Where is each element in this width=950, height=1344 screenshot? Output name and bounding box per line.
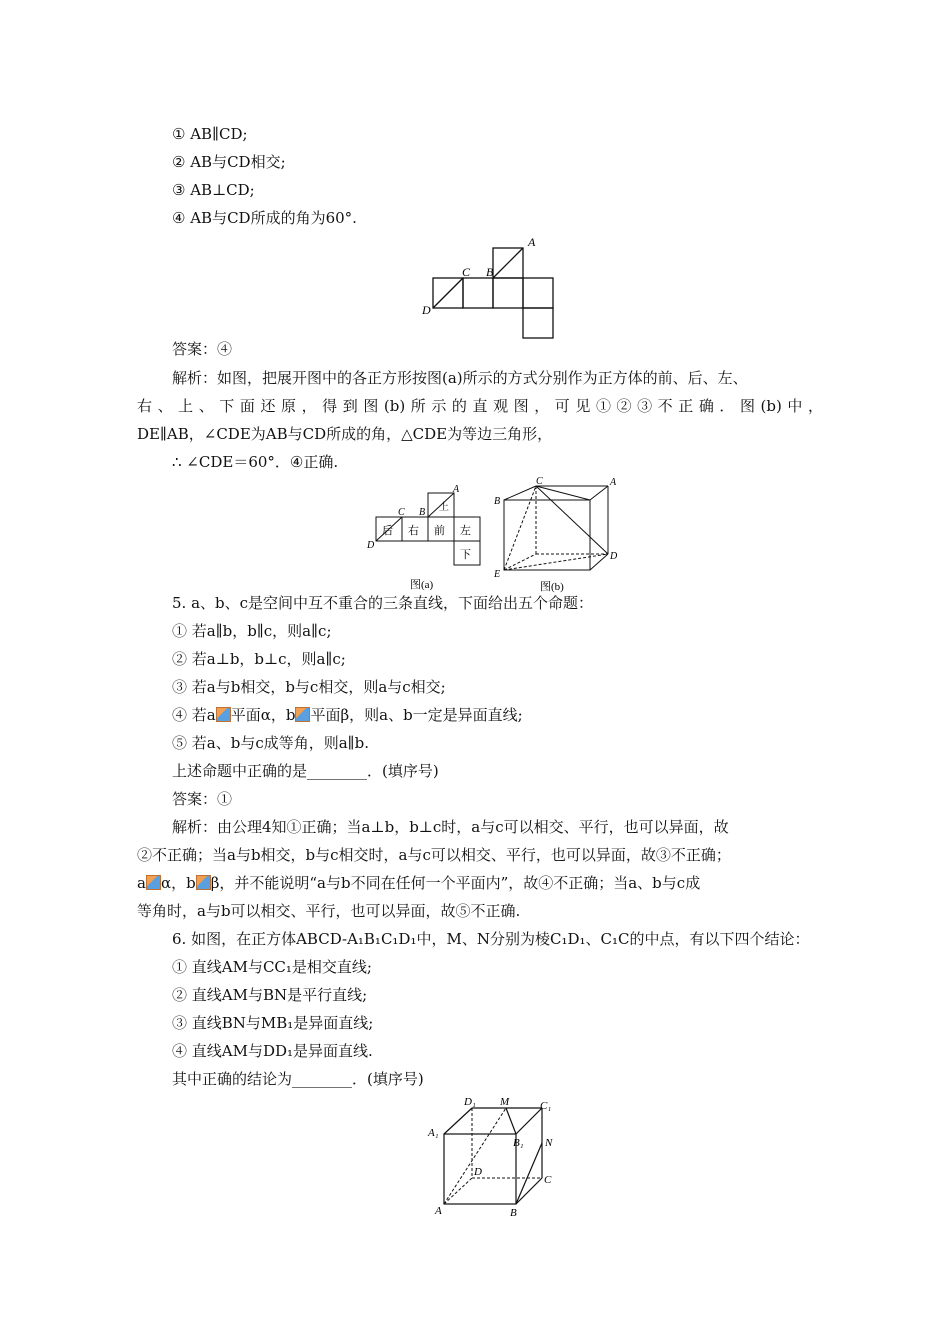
cube-label-D1: D₁: [464, 1096, 476, 1108]
q5-answer: 答案：①: [172, 790, 233, 808]
q4-analysis-line-2: 右、上、下面还原，得到图(b)所示的直观图，可见①②③不正确．图(b)中，: [137, 397, 823, 415]
cube-label-B1: B₁: [513, 1137, 524, 1149]
q5-analysis-line-2: ②不正确；当a与b相交，b与c相交时，a与c可以相交、平行，也可以异面，故③不正确；: [137, 846, 731, 864]
cube-label-A: A: [435, 1205, 442, 1217]
fig-a-label-A: A: [453, 484, 460, 495]
cube-figure: [424, 1092, 564, 1218]
figure-b: [486, 474, 626, 596]
q5-analysis-line-3: a α，b β，并不能说明“a与b不同在任何一个平面内”，故④不正确；当a、b与c成: [137, 874, 701, 892]
q4-answer: 答案：④: [172, 340, 233, 358]
fig-b-label-D: D: [610, 551, 618, 562]
q5-stem: 5. a、b、c是空间中互不重合的三条直线，下面给出五个命题：: [172, 594, 594, 612]
subset-symbol-image: [295, 707, 310, 722]
statement-3: ③ AB⊥CD;: [172, 181, 255, 199]
cube-label-M: M: [500, 1096, 510, 1108]
label-D: D: [422, 303, 431, 317]
figure-a: [364, 484, 484, 594]
q6-conclusion-3: ③ 直线BN与MB₁是异面直线;: [172, 1014, 374, 1032]
face-back: 后: [382, 525, 393, 537]
q6-fill-blank: 其中正确的结论为________．(填序号): [172, 1070, 424, 1088]
cube-label-C: C: [544, 1174, 552, 1186]
face-right: 右: [408, 525, 419, 537]
face-top: 上: [439, 502, 449, 513]
cube-net-figure: [418, 232, 568, 344]
face-front: 前: [434, 525, 445, 537]
fig-a-label-D: D: [367, 540, 375, 551]
subset-symbol-image: [146, 875, 161, 890]
fig-b-label-B: B: [494, 496, 501, 507]
statement-4: ④ AB与CD所成的角为60°.: [172, 209, 357, 227]
fig-a-caption: 图(a): [410, 579, 434, 591]
fig-a-label-B: B: [419, 507, 426, 518]
label-C: C: [462, 265, 471, 279]
subset-symbol-image: [216, 707, 231, 722]
q6-conclusion-1: ① 直线AM与CC₁是相交直线;: [172, 958, 372, 976]
fig-b-label-A: A: [610, 477, 617, 488]
q5-proposition-5: ⑤ 若a、b与c成等角，则a∥b.: [172, 734, 369, 752]
cube-label-D: D: [474, 1166, 482, 1178]
cube-label-N: N: [545, 1137, 553, 1149]
q5-analysis-line-1: 解析：由公理4知①正确；当a⊥b，b⊥c时，a与c可以相交、平行，也可以异面，故: [172, 818, 729, 836]
q5-proposition-4: ④ 若a 平面α，b 平面β，则a、b一定是异面直线;: [172, 706, 523, 724]
q4-analysis-line-3: DE∥AB，∠CDE为AB与CD所成的角，△CDE为等边三角形，: [137, 425, 553, 443]
q5-proposition-2: ② 若a⊥b，b⊥c，则a∥c;: [172, 650, 346, 668]
subset-symbol-image: [196, 875, 211, 890]
fig-b-label-E: E: [494, 569, 501, 580]
q4-analysis-line-4: ∴ ∠CDE＝60°．④正确.: [172, 453, 339, 471]
q5-fill-blank: 上述命题中正确的是________．(填序号): [172, 762, 439, 780]
fig-b-label-C: C: [536, 476, 543, 487]
cube-label-B: B: [510, 1207, 517, 1218]
q6-stem: 6. 如图，在正方体ABCD-A₁B₁C₁D₁中，M、N分别为棱C₁D₁、C₁C的中点，有以下四个结论：: [172, 930, 810, 948]
q5-proposition-3: ③ 若a与b相交，b与c相交，则a与c相交;: [172, 678, 446, 696]
q6-conclusion-2: ② 直线AM与BN是平行直线;: [172, 986, 368, 1004]
q4-analysis-line-1: 解析：如图，把展开图中的各正方形按图(a)所示的方式分别作为正方体的前、后、左、: [172, 369, 748, 387]
q5-analysis-line-4: 等角时，a与b可以相交、平行，也可以异面，故⑤不正确.: [137, 902, 521, 920]
fig-b-caption: 图(b): [540, 581, 564, 593]
statement-1: ① AB∥CD;: [172, 125, 248, 143]
cube-label-C1: C₁: [540, 1100, 552, 1112]
fig-a-label-C: C: [398, 507, 405, 518]
q6-conclusion-4: ④ 直线AM与DD₁是异面直线.: [172, 1042, 373, 1060]
cube-label-A1: A₁: [428, 1127, 439, 1139]
q5-proposition-1: ① 若a∥b，b∥c，则a∥c;: [172, 622, 332, 640]
label-A: A: [528, 235, 536, 249]
face-bottom: 下: [460, 549, 471, 561]
label-B: B: [486, 265, 494, 279]
statement-2: ② AB与CD相交;: [172, 153, 286, 171]
face-left: 左: [460, 525, 471, 537]
